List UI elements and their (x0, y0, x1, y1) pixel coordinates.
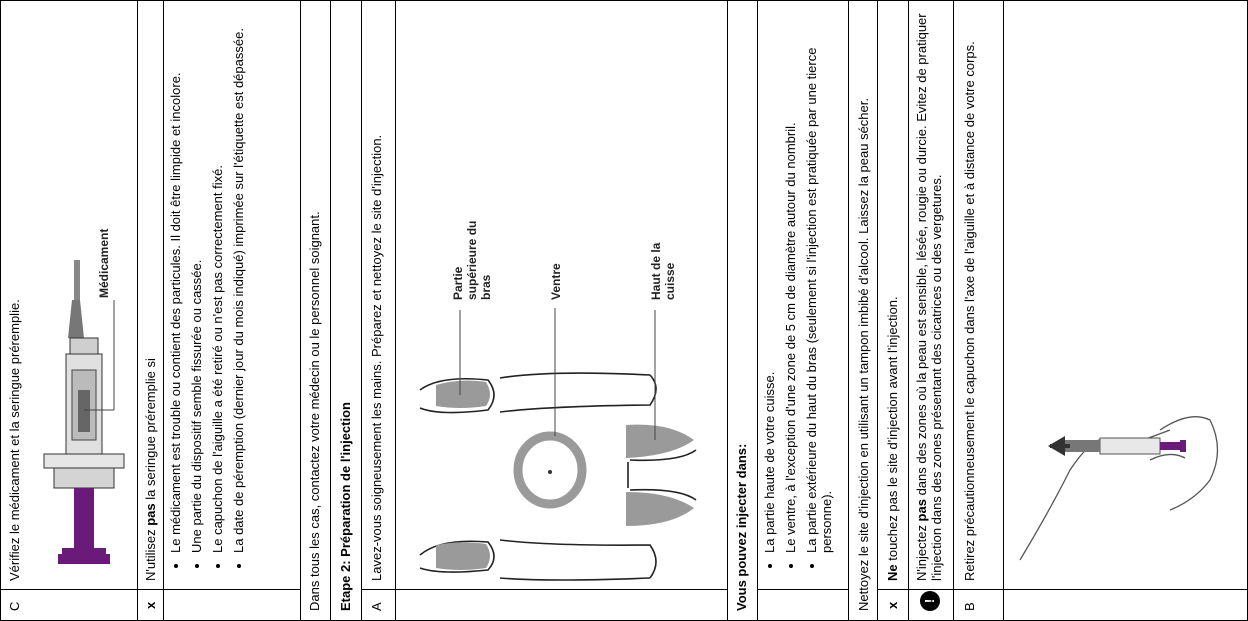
grid-line (361, 589, 395, 590)
grid-line (361, 0, 362, 621)
warning3-prefix: N'injectez (914, 521, 929, 581)
medicament-label: Médicament (97, 228, 111, 298)
grid-line (163, 0, 164, 621)
list-item: • Une partie du dispositif semble fissurée ou cassée. (189, 10, 204, 553)
grid-line (848, 0, 849, 621)
grid-line (877, 0, 878, 621)
grid-line (300, 0, 301, 621)
injection-sites-figure (400, 190, 720, 590)
label-arm-2: supérieure du (465, 220, 479, 300)
warning3-rest: dans des zones où la peau est sensible, lésée, rougie ou durcie. Evitez de pratiquer l'injection dans des zones présentant des cicatrices ou des vergetures. (914, 13, 944, 581)
grid-line (395, 0, 396, 621)
label-arm-1: Partie (451, 266, 465, 300)
step-b-instruction: Retirez précautionneusement le capuchon dans l'axe de l'aiguille et à distance de votre corps. (962, 41, 977, 581)
page: C Vérifiez le médicament et la seringue préremplie. Médicament x N'utilisez pas la seringue préremplie si • Le médicament est trouble ou contient des particules. Il doit être limpide et incolore. • Une partie du dispositif semble fissurée ou cassée. • Le capuchon de l'aiguille a été retiré ou n'est pas correctement fixé. • La date de péremption (dernier jour du mois indiqué) imprimée sur l'étiquette est dépassée. Dans tous les cas, contactez votre médecin ou le personnel soignant. Etape 2: Préparation de l'injection A Lavez-vous soigneusement les mains. Préparez et nettoyez le site d'injection. Partie supérieure du bras Ventre Haut de la cuisse Vous pouvez injecter dans: • La partie haute de votre cuisse. • Le ventre, à l'exception d'une zone de 5 cm de diamètre autour du nombril. • La partie extérieure du haut du bras (seulement si l'injection est pratiquée par une tierce personne). Nettoyez le site d'injection en utilisant un tampon imbibé d'alcool. Laissez la peau sécher. x Ne touchez pas le site d'injection avant l'injection. ! N'injectez pas dans des zones où la peau est sensible, lésée, rougie ou durcie. Evitez de pratiquer l'injection dans des zones présentant des cicatrices ou des vergetures. B Retirez précautionneusement le capuchon dans l'axe de l'aiguille et à distance de votre corps. (0, 0, 1248, 621)
warning1-prefix: N'utilisez (143, 525, 158, 581)
grid-line (330, 0, 331, 621)
list-item: • La partie haute de votre cuisse. (762, 10, 777, 553)
grid-line (0, 0, 1, 621)
grid-line (1003, 0, 1004, 621)
label-belly: Ventre (549, 263, 563, 300)
warning1-suffix: la seringue préremplie si (143, 358, 158, 504)
list-item: • La partie extérieure du haut du bras (seulement si l'injection est pratiquée par une tierce personne). (804, 10, 834, 553)
list-item: • Le ventre, à l'exception d'une zone de 5 cm de diamètre autour du nombril. (783, 10, 798, 553)
warning3-text (914, 0, 950, 621)
grid-line (137, 0, 138, 621)
grid-line (0, 589, 137, 590)
cap-removal-figure (1010, 390, 1240, 590)
sites-bullet-list (762, 0, 848, 621)
label-thigh-1: Haut de la (649, 242, 663, 300)
warning1-bold: pas (143, 503, 158, 526)
prefilled-syringe-figure (38, 220, 136, 570)
exclamation-glyph: ! (922, 598, 937, 604)
label-thigh-2: cuisse (663, 262, 677, 300)
grid-line (757, 0, 758, 621)
grid-line (877, 589, 908, 590)
grid-line (908, 0, 909, 621)
warning3-bold: pas (914, 499, 929, 522)
list-item: • Le médicament est trouble ou contient des particules. Il doit être limpide et incolore. (168, 10, 183, 553)
label-arm-3: bras (479, 274, 493, 300)
warning2-bold: Ne (885, 564, 900, 581)
warning2-rest: touchez pas le site d'injection avant l'injection. (885, 296, 900, 565)
warning1-bullet-list (168, 0, 298, 621)
grid-line (137, 589, 163, 590)
grid-line (953, 0, 954, 621)
list-item: • La date de péremption (dernier jour du mois indiqué) imprimée sur l'étiquette est dépassée. (231, 10, 246, 553)
list-item: • Le capuchon de l'aiguille a été retiré ou n'est pas correctement fixé. (210, 10, 225, 553)
grid-line (727, 0, 728, 621)
